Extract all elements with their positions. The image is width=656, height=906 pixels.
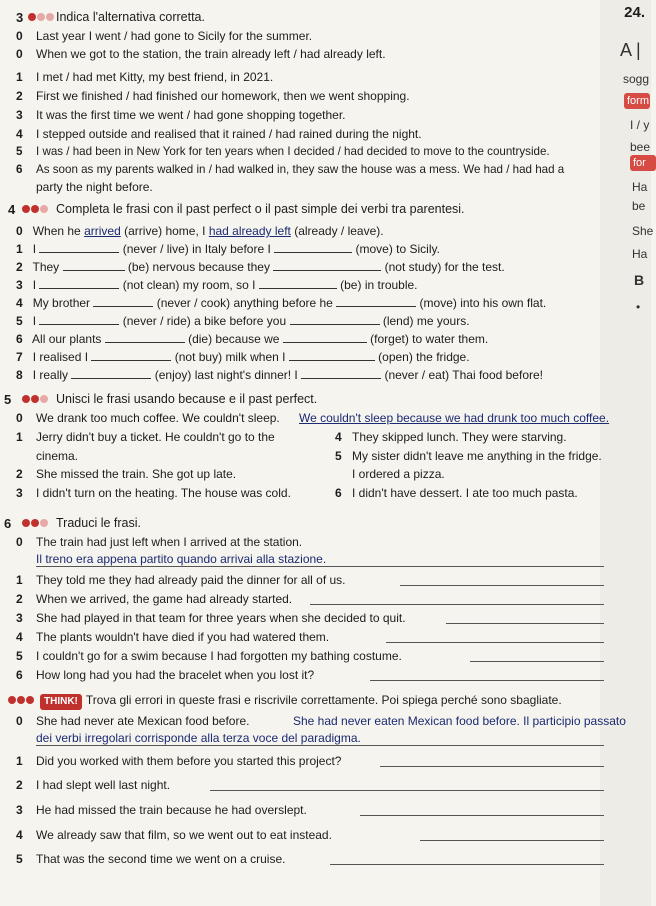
fill-item [16,278,418,292]
exercise-item [16,714,23,728]
answer-text: She had never eaten Mexican food before. Il participio passato [293,714,626,728]
difficulty-dot [46,13,54,21]
difficulty-dots [22,395,48,403]
item-text: (forget) to water them. [370,332,489,346]
item-text: We already saw that film, so we went out to eat instead. [36,828,332,842]
item-number: 4 [16,296,23,310]
item-number: 6 [16,163,23,176]
exercise-number: 4 [8,202,16,217]
item-text: The plants wouldn't have died if you had watered them. [36,630,330,644]
answer-blank[interactable] [273,260,381,271]
item-number: 3 [16,611,23,625]
exercise-item [16,70,23,84]
difficulty-dot [40,205,48,213]
exercise-instruction [40,693,562,710]
answer-blank[interactable] [105,332,185,343]
item-number: 2 [16,89,23,103]
answer-blank[interactable] [39,242,119,253]
item-number: 4 [16,630,23,644]
fill-item [16,242,440,256]
item-number: 1 [16,70,23,84]
exercise-instruction: Indica l'alternativa corretta. [56,10,205,24]
item-text: (never / ride) a bike before you [122,314,287,328]
item-text: cinema. [36,449,79,463]
exercise-item [335,449,342,463]
exercise-item [16,145,22,159]
item-text: (never / eat) Thai food before! [384,368,543,382]
difficulty-dot [8,696,16,704]
answer-text: dei verbi irregolari corrisponde alla terza voce del paradigma. [36,731,361,745]
difficulty-dots [28,13,54,21]
item-number: 0 [16,535,23,549]
answer-line[interactable] [210,790,604,791]
item-number: 0 [16,714,23,728]
instruction-text: Trova gli errori in queste frasi e riscrivile correttamente. Poi spiega perché sono sbagliate. [85,693,562,707]
item-number: 1 [16,242,23,256]
fill-item [16,314,470,328]
exercise-item [16,754,23,768]
item-number: 3 [16,486,23,500]
item-number: 2 [16,592,23,606]
item-text: I [32,314,37,328]
item-text: They [32,260,60,274]
item-number: 8 [16,368,23,382]
item-text: Did you worked with them before you started this project? [36,754,342,768]
answer-blank[interactable] [283,332,367,343]
item-number: 5 [16,314,23,328]
item-number: 4 [16,828,23,842]
exercise-item [16,828,23,842]
answer-text: arrived [84,224,121,238]
side-text: • [636,300,641,314]
side-text: sogg [623,72,650,86]
item-text: I [32,278,37,292]
item-text: I realised I [32,350,89,364]
side-text: Ha [632,247,648,261]
item-number: 3 [16,803,23,817]
item-text: They skipped lunch. They were starving. [352,430,567,444]
answer-line[interactable] [380,766,604,767]
difficulty-dots [22,519,48,527]
exercise-item [16,778,23,792]
item-text: She had never ate Mexican food before. [36,714,250,728]
item-text: (open) the fridge. [378,350,470,364]
item-text: Last year I went / had gone to Sicily for the summer. [36,29,313,43]
item-text: (be) nervous because they [127,260,270,274]
exercise-item [16,649,23,663]
item-text: We drank too much coffee. We couldn't sleep. [36,411,280,425]
item-text: I didn't have dessert. I ate too much pasta. [352,486,578,500]
answer-line [36,745,604,746]
side-text: be [632,199,646,213]
difficulty-dot [40,519,48,527]
difficulty-dot [28,13,36,21]
item-text: I ordered a pizza. [352,467,445,481]
side-text: for [633,157,646,169]
item-text: (lend) me yours. [382,314,470,328]
exercise-item [16,630,23,644]
item-text: I stepped outside and realised that it rained / had rained during the night. [36,127,422,141]
think-badge: THINK! [40,694,82,710]
item-number: 5 [16,145,23,158]
answer-blank[interactable] [91,350,171,361]
item-number: 3 [16,108,23,122]
item-text: I had slept well last night. [36,778,171,792]
difficulty-dot [22,395,30,403]
difficulty-dot [31,395,39,403]
exercise-number: 6 [4,516,12,531]
item-text: (be) in trouble. [340,278,418,292]
exercise-item [16,89,23,103]
exercise-item [16,411,23,425]
answer-line[interactable] [470,661,604,662]
item-text: All our plants [32,332,102,346]
answer-line [36,566,604,567]
exercise-item [16,852,23,866]
item-text: When we arrived, the game had already started. [36,592,293,606]
item-number: 6 [335,486,342,500]
item-number: 5 [16,852,23,866]
difficulty-dot [22,519,30,527]
item-text: (not buy) milk when I [174,350,286,364]
next-page-edge [600,0,654,906]
item-text: It was the first time we went / had gone shopping together. [36,108,346,122]
side-text: A | [620,40,641,60]
item-text: The train had just left when I arrived at the station. [36,535,303,549]
exercise-item [16,108,23,122]
answer-text: Il treno era appena partito quando arrivai alla stazione. [36,552,327,566]
answer-line[interactable] [360,815,604,816]
answer-blank[interactable] [39,278,119,289]
answer-line[interactable] [370,680,604,681]
answer-blank[interactable] [259,278,337,289]
exercise-item [16,592,23,606]
item-number: 4 [16,127,23,141]
item-text: (move) to Sicily. [355,242,440,256]
exercise-item [16,430,23,444]
item-text: How long had you had the bracelet when you lost it? [36,668,315,682]
item-text: (not study) for the test. [384,260,505,274]
exercise-item [16,611,23,625]
item-number: 2 [16,260,23,274]
item-text: I didn't turn on the heating. The house was cold. [36,486,291,500]
answer-blank[interactable] [93,296,153,307]
difficulty-dot [26,696,34,704]
answer-line[interactable] [330,864,604,865]
item-text: She had played in that team for three years when she decided to quit. [36,611,406,625]
exercise-instruction: Unisci le frasi usando because e il past perfect. [56,392,318,406]
side-text: Ha [632,180,648,194]
item-text: (move) into his own flat. [419,296,547,310]
fill-item [16,350,470,364]
item-text: She missed the train. She got up late. [36,467,237,481]
item-text: I met / had met Kitty, my best friend, in 2021. [36,70,274,84]
difficulty-dot [40,395,48,403]
answer-line[interactable] [420,840,604,841]
difficulty-dot [31,519,39,527]
item-text: I [32,242,37,256]
fill-item [16,368,543,382]
side-text: I / y [630,118,650,132]
exercise-item [16,29,23,43]
answer-blank[interactable] [63,260,125,271]
exercise-item [16,163,22,177]
item-text: My sister didn't leave me anything in the fridge. [352,449,602,463]
page-number: 24. [624,4,645,21]
item-text: (die) because we [188,332,280,346]
item-number: 5 [16,649,23,663]
item-text: That was the second time we went on a cruise. [36,852,286,866]
exercise-number: 3 [16,10,24,25]
item-text: I couldn't go for a swim because I had forgotten my bathing costume. [36,649,402,663]
difficulty-dot [17,696,25,704]
item-number: 1 [16,573,23,587]
answer-blank[interactable] [301,368,381,379]
exercise-item [335,430,342,444]
exercise-item [16,486,23,500]
item-number: 3 [16,278,23,292]
item-number: 1 [16,754,23,768]
item-text: (never / cook) anything before he [156,296,333,310]
answer-line[interactable] [310,604,604,605]
item-number: 4 [335,430,342,444]
answer-text: had already left [208,224,291,238]
item-number: 5 [335,449,342,463]
difficulty-dots [8,696,34,704]
item-number: 2 [16,467,23,481]
item-number: 6 [16,332,23,346]
item-text: party the night before. [36,180,153,194]
exercise-item [16,127,23,141]
answer-line[interactable] [386,642,604,643]
exercise-instruction: Completa le frasi con il past perfect o il past simple dei verbi tra parentesi. [56,202,465,216]
answer-blank[interactable] [71,368,151,379]
fill-item [16,224,384,238]
item-number: 0 [16,411,23,425]
exercise-item [16,573,23,587]
answer-line[interactable] [400,585,604,586]
item-text: I really [32,368,69,382]
answer-blank[interactable] [336,296,416,307]
item-text: (enjoy) last night's dinner! I [154,368,298,382]
item-text: When we got to the station, the train already left / had already left. [36,47,386,61]
answer-line[interactable] [446,623,604,624]
item-text: I was / had been in New York for ten years when I decided / had decided to move to the countryside. [36,145,550,158]
fill-item [16,296,546,310]
item-text: When he [32,224,81,238]
difficulty-dot [22,205,30,213]
item-text: Jerry didn't buy a ticket. He couldn't go to the [36,430,275,444]
item-text: As soon as my parents walked in / had walked in, they saw the house was a mess. We had / had had a [36,163,565,176]
answer-blank[interactable] [289,350,375,361]
side-text: B [634,272,645,288]
item-text: (never / live) in Italy before I [122,242,271,256]
difficulty-dot [31,205,39,213]
exercise-instruction: Traduci le frasi. [56,516,141,530]
item-text: (already / leave). [294,224,384,238]
answer-blank[interactable] [39,314,119,325]
difficulty-dot [37,13,45,21]
item-text: They told me they had already paid the dinner for all of us. [36,573,346,587]
exercise-item [16,668,23,682]
exercise-item [16,535,23,549]
item-number: 2 [16,778,23,792]
fill-item [16,332,488,346]
item-number: 6 [16,668,23,682]
item-number: 7 [16,350,23,364]
item-text: First we finished / had finished our homework, then we went shopping. [36,89,410,103]
item-number: 0 [16,47,23,61]
fill-item [16,260,505,274]
item-number: 1 [16,430,23,444]
exercise-number: 5 [4,392,12,407]
side-text: She [632,224,654,238]
item-text: (not clean) my room, so I [122,278,256,292]
answer-blank[interactable] [290,314,380,325]
item-number: 0 [16,29,23,43]
item-text: He had missed the train because he had overslept. [36,803,307,817]
exercise-item [16,803,23,817]
exercise-item [335,486,342,500]
exercise-item [16,467,23,481]
item-text: (arrive) home, I [124,224,206,238]
exercise-item [16,47,23,61]
answer-text: We couldn't sleep because we had drunk too much coffee. [299,411,610,425]
side-text: bee [630,140,651,154]
difficulty-dots [22,205,48,213]
item-number: 0 [16,224,23,238]
side-text: form [627,95,649,107]
item-text: My brother [32,296,91,310]
answer-blank[interactable] [274,242,352,253]
